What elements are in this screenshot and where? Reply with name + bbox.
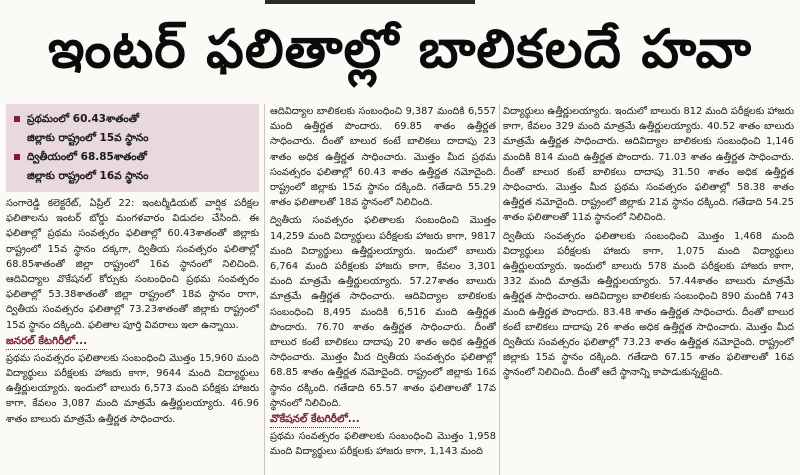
highlight-line: జిల్లాకు రాష్ట్రంలో 15వ స్థానం (27, 132, 149, 144)
top-rule-block (265, 0, 475, 4)
highlight-line: ద్వితీయంలో 68.85శాతంతో (27, 151, 147, 163)
column-2 (270, 104, 496, 475)
subhead-vocational-category: వొకేషనల్ కేటగిరీలో... (270, 412, 360, 428)
body-paragraph: ప్రథమ సంవత్సరం ఫలితాలకు సంబంధించి మొత్తం 1,958 మంది విద్యార్థులు పరీక్షలకు హాజరు కాగా, 1,143 మంది (270, 431, 496, 458)
highlight-line: జిల్లాకు రాష్ట్రంలో 16వ స్థానం (27, 170, 149, 182)
body-paragraph: ఆదివిద్యాల బాలికలకు సంబంధించి 9,387 మందికి 6,557 మంది ఉత్తీర్ణత పొందారు. 69.85 శాతం ఉత్తీర్ణత సాధించారు. దీంతో బాలుర కంటే బాలికలు దాదాపు 23 శాతం అధిక ఉత్తీర్ణత సాధించారు. మొత్తం మీద ప్రథమ సంవత్సరం ఫలితాల్లో 60.43 శాతం ఉత్తీర్ణత నమోదైంది. రాష్ట్రంలో జిల్లాకు 15వ స్థానం దక్కింది. గతేడాది 55.29 శాతం ఫలితాలతో 18వ స్థానంలో నిలిచింది. (270, 106, 496, 209)
column-3 (503, 104, 794, 475)
column-divider (499, 104, 500, 475)
highlight-item-2 (12, 148, 253, 167)
highlight-item-1 (12, 110, 253, 129)
column-divider (264, 104, 265, 475)
intro-paragraph: సంగారెడ్డి కలెక్టరేట్, ఏప్రిల్ 22: ఇంటర్మీడియట్ వార్షిక పరీక్షల ఫలితాలను ఇంటర్ బోర్డు మంగళవారం విడుదల చేసింది. ఈ ఫలితాల్లో ప్రథమ సంవత్సరం ఫలితాల్లో 60.43శాతంతో జిల్లాకు రాష్ట్రంలో 15వ స్థానం దక్కగా, ద్వితీయ సంవత్సరం ఫలితాల్లో 68.85శాతంతో జిల్లా రాష్ట్రంలో 16వ స్థానంలో నిలిచింది. ఆదివిద్యాల వొకేషనల్ కోర్సుకు సంబంధించి ప్రథమ సంవత్సరం ఫలితాల్లో 53.38శాతంతో జిల్లా రాష్ట్రంలో 18వ స్థానం రాగా, ద్వితీయ సంవత్సరం ఫలితాల్లో 73.23శాతంతో జిల్లాకు రాష్ట్రంలో 15వ స్థానం దక్కింది. ఫలితాల పూర్తి వివరాలు ఇలా ఉన్నాయి. (6, 198, 259, 331)
square-bullet-icon (14, 154, 20, 160)
column-1 (6, 104, 259, 475)
body-paragraph: ద్వితీయ సంవత్సరం ఫలితాలకు సంబంధించి మొత్తం 14,259 మంది విద్యార్థులు పరీక్షలకు హాజరు కాగా, 9817 మంది విద్యార్థులు ఉత్తీర్ణులయ్యారు. ఇందులో బాలురు 6,764 మంది పరీక్షలకు హాజరు కాగా, కేవలం 3,301 మంది మాత్రమే ఉత్తీర్ణులయ్యారు. 57.27శాతం బాలురు మాత్రమే ఉత్తీర్ణత సాధించారు. ఆదివిద్యాల బాలికలకు సంబంధించి 8,495 మందికి 6,516 మంది ఉత్తీర్ణత పొందారు. 76.70 శాతం ఉత్తీర్ణత సాధించారు. దీంతో బాలుర కంటే బాలికలు దాదాపు 20 శాతం అధిక ఉత్తీర్ణత సాధించారు. మొత్తం మీద ద్వితీయ సంవత్సరం ఫలితాల్లో 68.85 శాతం ఉత్తీర్ణత నమోదైంది. రాష్ట్రంలో జిల్లాకు 16వ స్థానం దక్కింది. గతేడాది 65.57 శాతం ఫలితాలతో 17వ స్థానంలో నిలిచింది. (270, 215, 496, 409)
highlight-line: ప్రథమంలో 60.43శాతంతో (27, 113, 139, 125)
square-bullet-icon (14, 116, 20, 122)
headline: ఇంటర్ ఫలితాల్లో బాలికలదే హవా (47, 19, 753, 80)
subhead-general-category: జనరల్ కేటగిరీలో... (6, 334, 87, 350)
body-paragraph: విద్యార్థులు ఉత్తీర్ణులయ్యారు. ఇందులో బాలురు 812 మంది పరీక్షలకు హాజరు కాగా, కేవలం 329 మంది మాత్రమే ఉత్తీర్ణులయ్యారు. 40.52 శాతం బాలురు మాత్రమే ఉత్తీర్ణత సాధించారు. ఆదివిద్యాల బాలికలకు సంబంధించి 1,146 మందికి 814 మంది ఉత్తీర్ణత పొందారు. 71.03 శాతం ఉత్తీర్ణత సాధించారు. దీంతో బాలుర కంటే బాలికలు దాదాపు 31.50 శాతం అధిక ఉత్తీర్ణత సాధించారు. మొత్తం మీద ప్రథమ సంవత్సరం ఫలితాల్లో 58.38 శాతం ఉత్తీర్ణత నమోదైంది. రాష్ట్రంలో జిల్లాకు 21వ స్థానం దక్కింది. గతేడాది 54.25 శాతం ఫలితాలతో 11వ స్థానంలో నిలిచింది. (503, 106, 794, 224)
body-paragraph: ద్వితీయ సంవత్సరం ఫలితాలకు సంబంధించి మొత్తం 1,468 మంది విద్యార్థులు పరీక్షలకు హాజరు కాగా, 1,075 మంది విద్యార్థులు ఉత్తీర్ణులయ్యారు. ఇందులో బాలురు 578 మంది పరీక్షలకు హాజరు కాగా, 332 మంది మాత్రమే ఉత్తీర్ణులయ్యారు. 57.44శాతం బాలురు మాత్రమే ఉత్తీర్ణత సాధించారు. ఆదివిద్యాల బాలికలకు సంబంధించి 890 మందికి 743 మంది ఉత్తీర్ణత పొందారు. 83.48 శాతం ఉత్తీర్ణత సాధించారు. దీంతో బాలుర కంటే బాలికలు దాదాపు 26 శాతం అధిక ఉత్తీర్ణత సాధించారు. మొత్తం మీద ద్వితీయ సంవత్సరం ఫలితాల్లో 73.23 శాతం ఉత్తీర్ణత నమోదైంది. రాష్ట్రంలో జిల్లాకు 15వ స్థానం దక్కింది. గతేడాది 67.15 శాతం ఫలితాలతో 16వ స్థానంలో నిలిచింది. దీంతో ఆదే స్థానాన్ని కాపాడుకున్నట్లైంది. (503, 230, 794, 379)
top-rule (0, 0, 800, 8)
highlight-box (6, 104, 259, 192)
body-paragraph: ప్రథమ సంవత్సరం ఫలితాలకు సంబంధించి మొత్తం 15,960 మంది విద్యార్థులు పరీక్షలకు హాజరు కాగా, 9644 మంది విద్యార్థులు ఉత్తీర్ణులయ్యారు. ఇందులో బాలురు 6,573 మంది పరీక్షకు హాజరు కాగా, కేవలం 3,087 మంది మాత్రమే ఉత్తీర్ణులయ్యారు. 46.96 శాతం బాలురు మాత్రమే ఉత్తీర్ణత సాధించారు. (6, 352, 259, 425)
